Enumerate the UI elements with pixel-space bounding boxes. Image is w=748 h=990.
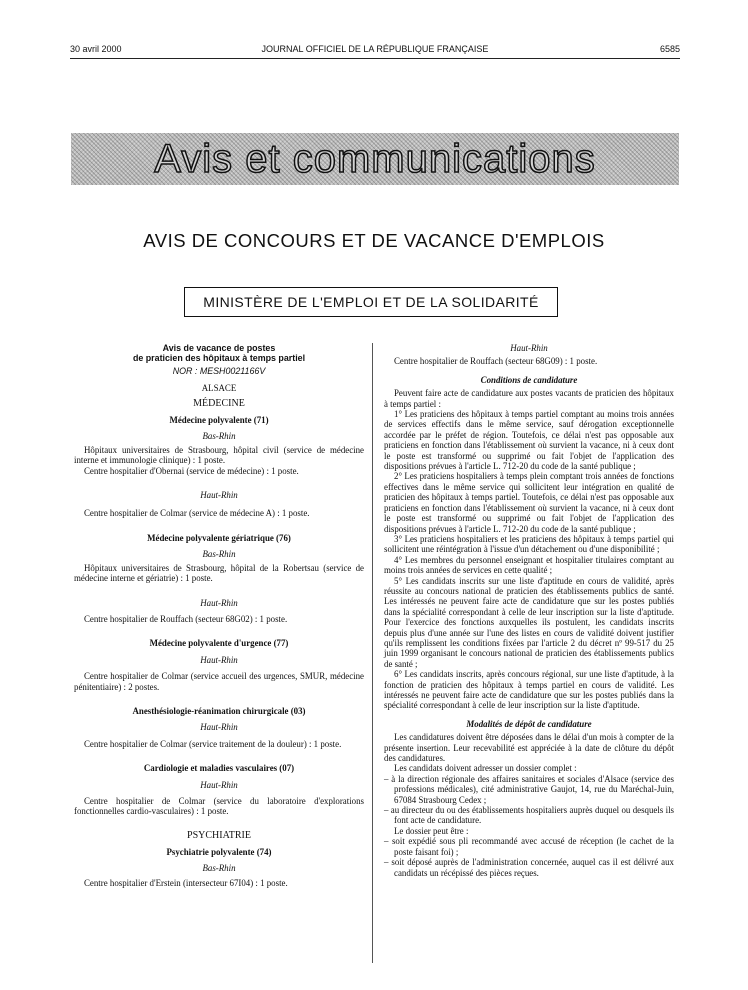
notice-title-line1: Avis de vacance de postes [162,343,276,353]
banner-title: Avis et communications [154,137,596,181]
specialty-heading: Cardiologie et maladies vasculaires (07) [143,763,295,774]
submission-heading: Modalités de dépôt de candidature [466,718,592,729]
post-entry: Centre hospitalier de Rouffach (secteur 68G02) : 1 poste. [84,613,288,624]
post-entry: Centre hospitalier de Colmar (service de médecine A) : 1 poste. [84,508,310,519]
department-heading: Bas-Rhin [202,549,236,560]
specialty-heading: Psychiatrie polyvalente (74) [166,847,272,858]
submission-list-item: – au directeur du ou des établissements hospitaliers auprès duquel ou desquels ils font acte de candidature. [384,805,674,826]
conditions-intro: Peuvent faire acte de candidature aux postes vacants de praticien des hôpitaux à temps partiel : [384,388,674,409]
discipline-heading: MÉDECINE [193,397,245,409]
submission-paragraph: Les candidatures doivent être déposées dans le délai d'un mois à compter de la présente insertion. Leur recevabilité est appréciée à la date de clôture du dépôt des candidatures. [384,732,674,764]
submission-paragraph: Les candidats doivent adresser un dossier complet : [394,763,577,774]
right-column [384,343,674,878]
condition-item: 4° Les membres du personnel enseignant et hospitalier titulaires comptant au moins trois années de services en cette qualité ; [384,554,674,576]
post-entry: Hôpitaux universitaires de Strasbourg, hôpital de la Robertsau (service de médecine interne et gériatrie) : 1 poste. [74,562,364,584]
post-entry: Hôpitaux universitaires de Strasbourg, hôpital civil (service de médecine interne et immunologie clinique) : 1 poste. [74,444,364,466]
section-banner [71,133,679,185]
post-entry: Centre hospitalier de Colmar (service accueil des urgences, SMUR, médecine pénitentiaire) : 2 postes. [74,671,364,692]
post-entry: Centre hospitalier de Rouffach (secteur 68G09) : 1 poste. [394,356,598,367]
left-column [74,343,364,888]
conditions-heading: Conditions de candidature [480,374,578,385]
submission-paragraph: Le dossier peut être : [394,825,469,836]
header-journal-title: JOURNAL OFFICIEL DE LA RÉPUBLIQUE FRANÇAISE [261,44,489,54]
header-page-number: 6585 [659,44,680,54]
condition-item: 3° Les praticiens hospitaliers et les praticiens des hôpitaux à temps partiel qui sollicitent une réintégration à l'issue d'un détachement ou d'une disponibilité ; [384,533,674,555]
header-date: 30 avril 2000 [70,44,122,54]
department-heading: Bas-Rhin [202,431,236,442]
post-entry: Centre hospitalier d'Erstein (intersecteur 67I04) : 1 poste. [84,878,288,888]
post-entry: Centre hospitalier d'Obernai (service de médecine) : 1 poste. [84,465,299,476]
discipline-heading: PSYCHIATRIE [187,829,251,841]
department-heading: Haut-Rhin [510,343,548,353]
submission-list-item: – à la direction régionale des affaires sanitaires et sociales d'Alsace (service des professions médicales), cité administrative Gaujot, 14, rue du Maréchal-Juin, 67084 Strasbourg Cedex ; [384,773,674,805]
condition-item: 6° Les candidats inscrits, après concours régional, sur une liste d'aptitude, à la fonction de praticien des hôpitaux à temps partiel en cours de validité. Les intéressés ne peuvent faire acte de candidature que sur les postes publiés dans la spécialité correspondant à celle de leur inscription sur la liste d'aptitude. [384,669,674,711]
submission-list-item: – soit expédié sous pli recommandé avec accusé de réception (le cachet de la poste faisant foi) ; [384,836,674,857]
submission-list-item: – soit déposé auprès de l'administration concernée, auquel cas il est délivré aux candidats un récépissé des pièces reçues. [384,857,674,878]
post-entry: Centre hospitalier de Colmar (service du laboratoire d'explorations fonctionnelles cardio-vasculaires) : 1 poste. [74,795,364,817]
condition-item: 1° Les praticiens des hôpitaux à temps partiel comptant au moins trois années de services effectifs dans le même service, sauf dérogation exceptionnelle accordée par le préfet de région. Toutefois, ce délai n'est pas opposable aux praticiens en fonction dans l'établissement où survient la vacance, ni à ceux dont le poste est transformé ou supprimé ou fait l'objet de l'application des dispositions prévues à l'article L. 712-20 du code de la santé publique ; [384,409,674,472]
department-heading: Bas-Rhin [202,862,236,873]
condition-item: 2° Les praticiens hospitaliers à temps plein comptant trois années de fonctions effectives dans le même service qui sollicitent leur intégration en qualité de praticien des hôpitaux à temps partiel. Toutefois, ce délai n'est pas opposable aux praticiens en fonction dans l'établissement où survient la vacance, ni à ceux dont le poste est transformé ou supprimé ou fait l'objet de l'application des dispositions prévues à l'article L. 712-20 du code de la santé publique ; [384,471,674,534]
department-heading: Haut-Rhin [200,722,238,733]
nor-reference: NOR : MESH0021166V [172,365,266,376]
specialty-heading: Médecine polyvalente (71) [169,415,269,426]
region-heading: ALSACE [201,383,237,394]
specialty-heading: Médecine polyvalente d'urgence (77) [149,638,289,649]
specialty-heading: Anesthésiologie-réanimation chirurgicale (03) [132,705,306,716]
department-heading: Haut-Rhin [200,779,238,790]
column-divider [372,343,373,963]
notice-title-line2: de praticien des hôpitaux à temps partiel [132,353,306,364]
specialty-heading: Médecine polyvalente gériatrique (76) [147,532,291,543]
department-heading: Haut-Rhin [200,490,238,501]
department-heading: Haut-Rhin [200,597,238,608]
section-title: AVIS DE CONCOURS ET DE VACANCE D'EMPLOIS [143,230,605,251]
condition-item: 5° Les candidats inscrits sur une liste d'aptitude en cours de validité, après réussite au concours national de praticien des établissements publics de santé. Les intéressés ne peuvent faire acte de candidature que sur les postes publiés dans la spécialité correspondant à celle de leur inscription sur la liste d'aptitude. Pour l'exercice des fonctions auxquelles ils postulent, les candidats inscrits depuis plus d'une année sur l'une des listes en cours de validité doivent justifier qu'ils remplissent les conditions fixées par l'article 2 du décret nº 99-517 du 25 juin 1999 organisant le concours national de praticien des établissements publics de santé ; [384,575,674,669]
post-entry: Centre hospitalier de Colmar (service traitement de la douleur) : 1 poste. [84,738,342,749]
page-header [70,44,680,59]
ministry-box: MINISTÈRE DE L'EMPLOI ET DE LA SOLIDARITÉ [184,287,558,317]
department-heading: Haut-Rhin [200,654,238,665]
